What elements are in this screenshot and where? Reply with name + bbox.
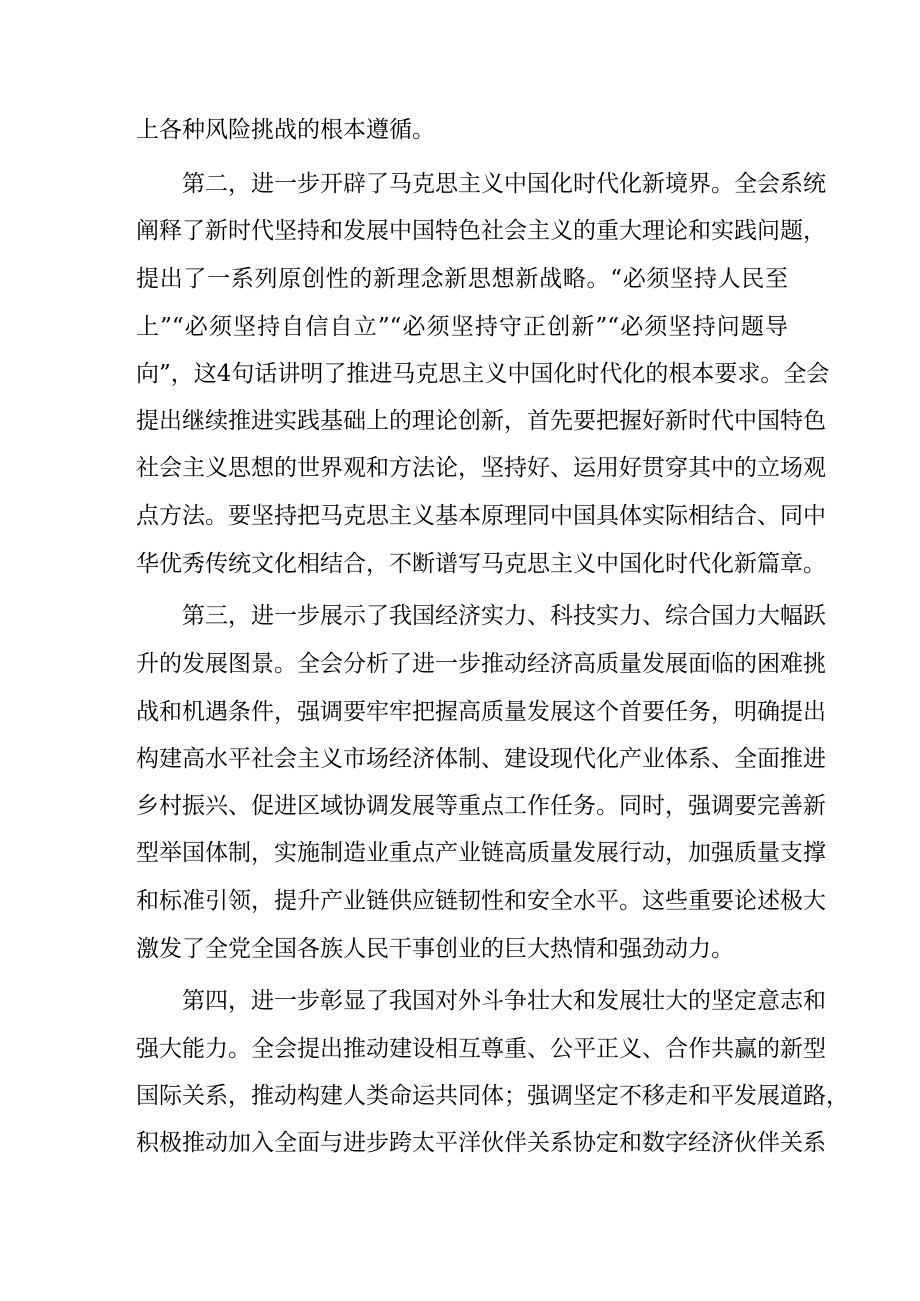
- text-line: 国际关系，推动构建人类命运共同体；强调坚定不移走和平发展道路，: [136, 1083, 849, 1109]
- text-line: 社会主义思想的世界观和方法论，坚持好、运用好贯穿其中的立场观: [136, 455, 826, 481]
- text-line: 强大能力。全会提出推动建设相互尊重、公平正义、合作共赢的新型: [136, 1036, 826, 1062]
- text-line: 第二，进一步开辟了马克思主义中国化时代化新境界。全会系统: [182, 171, 826, 197]
- text-line: 升的发展图景。全会分析了进一步推动经济高质量发展面临的困难挑: [136, 651, 826, 677]
- text-line: 上”“必须坚持自信自立”“必须坚持守正创新”“必须坚持问题导: [136, 314, 788, 340]
- text-line: 积极推动加入全面与进步跨太平洋伙伴关系协定和数字经济伙伴关系: [136, 1130, 826, 1156]
- text-line: 第三，进一步展示了我国经济实力、科技实力、综合国力大幅跃: [182, 603, 826, 629]
- text-line: 构建高水平社会主义市场经济体制、建设现代化产业体系、全面推进: [136, 746, 826, 772]
- text-line: 点方法。要坚持把马克思主义基本原理同中国具体实际相结合、同中: [136, 503, 826, 529]
- text-line: 上各种风险挑战的根本遵循。: [136, 117, 435, 143]
- text-line: 乡村振兴、促进区域协调发展等重点工作任务。同时，强调要完善新: [136, 793, 826, 819]
- text-line: 第四，进一步彰显了我国对外斗争壮大和发展壮大的坚定意志和: [182, 988, 826, 1014]
- text-line: 向”，这4句话讲明了推进马克思主义中国化时代化的根本要求。全会: [136, 361, 830, 387]
- text-line: 和标准引领，提升产业链供应链韧性和安全水平。这些重要论述极大: [136, 888, 826, 914]
- text-line: 提出了一系列原创性的新理念新思想新战略。“必须坚持人民至: [136, 266, 788, 292]
- text-line: 阐释了新时代坚持和发展中国特色社会主义的重大理论和实践问题，: [136, 218, 826, 244]
- text-line: 战和机遇条件，强调要牢牢把握高质量发展这个首要任务，明确提出: [136, 699, 826, 725]
- text-line: 提出继续推进实践基础上的理论创新，首先要把握好新时代中国特色: [136, 408, 826, 434]
- text-line: 型举国体制，实施制造业重点产业链高质量发展行动，加强质量支撑: [136, 840, 826, 866]
- text-line: 华优秀传统文化相结合，不断谱写马克思主义中国化时代化新篇章。: [136, 551, 826, 577]
- text-line: 激发了全党全国各族人民干事创业的巨大热情和强劲动力。: [136, 936, 734, 962]
